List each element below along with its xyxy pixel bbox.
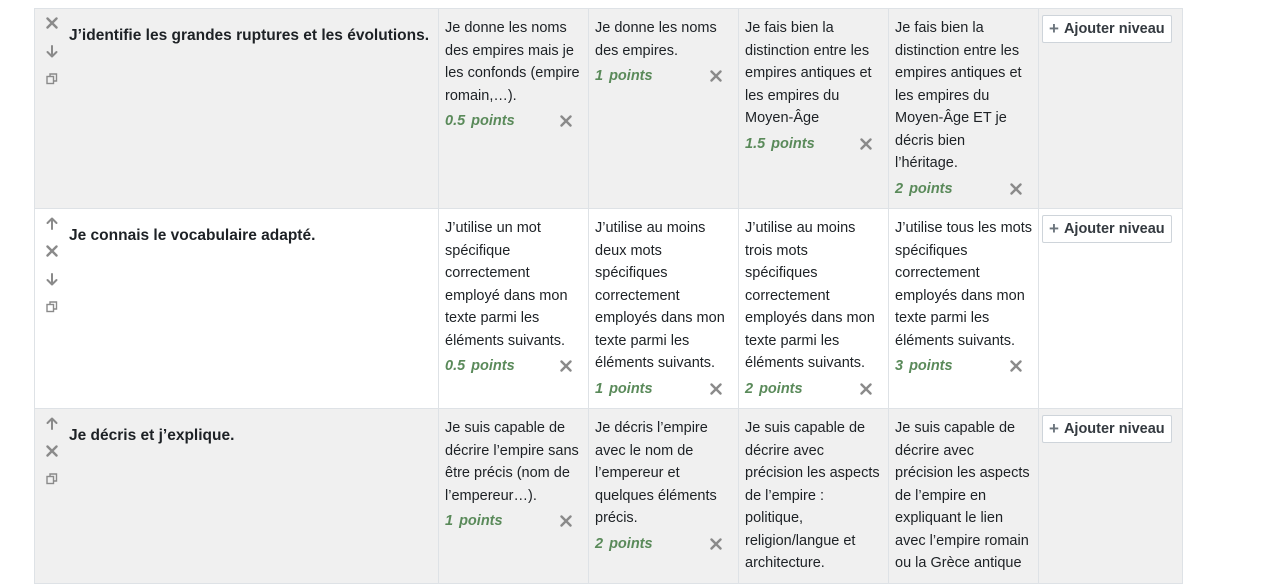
add-level-cell bbox=[1039, 209, 1183, 409]
level-definition[interactable]: Je décris l’empire avec le nom de l’empereur et quelques éléments précis. bbox=[595, 420, 717, 526]
level-score-row bbox=[445, 110, 582, 133]
level-score[interactable] bbox=[445, 510, 503, 533]
add-level-button[interactable] bbox=[1042, 15, 1172, 43]
delete-level-icon[interactable] bbox=[1010, 360, 1032, 372]
delete-level-icon[interactable] bbox=[560, 360, 582, 372]
delete-criterion-icon[interactable] bbox=[44, 17, 60, 45]
points-label: points bbox=[759, 380, 803, 397]
rubric-table bbox=[34, 8, 1183, 584]
points-label: points bbox=[771, 135, 815, 152]
add-level-label: Ajouter niveau bbox=[1063, 221, 1165, 237]
level-cell bbox=[889, 9, 1039, 209]
level-score[interactable] bbox=[445, 355, 515, 378]
add-level-button[interactable] bbox=[1042, 415, 1172, 443]
level-score-row bbox=[595, 378, 732, 401]
points-label: points bbox=[471, 113, 515, 129]
points-label: points bbox=[609, 535, 653, 552]
level-score[interactable] bbox=[895, 178, 953, 201]
delete-criterion-icon[interactable] bbox=[44, 445, 60, 473]
plus-icon: + bbox=[1049, 219, 1059, 238]
level-cell bbox=[889, 409, 1039, 584]
points-label: points bbox=[459, 513, 503, 529]
criterion-row bbox=[35, 409, 1183, 584]
level-cell bbox=[439, 209, 589, 409]
points-label: points bbox=[909, 180, 953, 197]
duplicate-icon[interactable] bbox=[44, 473, 60, 501]
level-cell bbox=[739, 9, 889, 209]
criterion-cell bbox=[35, 9, 439, 209]
level-score-row bbox=[595, 65, 732, 88]
plus-icon: + bbox=[1049, 419, 1059, 438]
add-level-cell bbox=[1039, 409, 1183, 584]
level-cell bbox=[589, 9, 739, 209]
level-score[interactable] bbox=[745, 133, 815, 156]
level-cell bbox=[739, 209, 889, 409]
level-score-row bbox=[445, 510, 582, 533]
points-label: points bbox=[471, 358, 515, 374]
add-level-button[interactable] bbox=[1042, 215, 1172, 243]
level-score[interactable] bbox=[595, 533, 653, 556]
delete-level-icon[interactable] bbox=[710, 70, 732, 82]
criterion-row bbox=[35, 9, 1183, 209]
level-cell bbox=[739, 409, 889, 584]
score-value[interactable]: 1.5 bbox=[745, 135, 766, 152]
score-value[interactable]: 1 bbox=[595, 68, 604, 84]
criterion-actions bbox=[41, 217, 63, 329]
criterion-cell bbox=[35, 409, 439, 584]
score-value[interactable]: 0.5 bbox=[445, 358, 466, 374]
level-score-row bbox=[445, 355, 582, 378]
add-level-label: Ajouter niveau bbox=[1063, 21, 1165, 37]
criterion-description[interactable]: Je connais le vocabulaire adapté. bbox=[69, 227, 316, 244]
duplicate-icon[interactable] bbox=[44, 301, 60, 329]
delete-level-icon[interactable] bbox=[860, 383, 882, 395]
level-definition[interactable]: Je suis capable de décrire avec précision les aspects de l’empire en expliquant le lien avec l’empire romain ou la Grèce antique bbox=[895, 420, 1030, 571]
criterion-row bbox=[35, 209, 1183, 409]
delete-criterion-icon[interactable] bbox=[44, 245, 60, 273]
delete-level-icon[interactable] bbox=[1010, 183, 1032, 195]
add-level-label: Ajouter niveau bbox=[1063, 421, 1165, 437]
points-label: points bbox=[609, 380, 653, 397]
delete-level-icon[interactable] bbox=[860, 138, 882, 150]
points-label: points bbox=[609, 68, 653, 84]
criterion-cell bbox=[35, 209, 439, 409]
criterion-actions bbox=[41, 17, 63, 101]
move-up-icon[interactable] bbox=[44, 217, 60, 245]
delete-level-icon[interactable] bbox=[560, 115, 582, 127]
level-score[interactable] bbox=[445, 110, 515, 133]
score-value[interactable]: 1 bbox=[445, 513, 454, 529]
add-level-cell bbox=[1039, 9, 1183, 209]
points-label: points bbox=[909, 358, 953, 374]
level-cell bbox=[439, 409, 589, 584]
score-value[interactable]: 0.5 bbox=[445, 113, 466, 129]
level-definition[interactable]: J’utilise au moins trois mots spécifiques correctement employés dans mon texte parmi les éléments suivants. bbox=[745, 220, 875, 371]
level-definition[interactable]: Je suis capable de décrire avec précision les aspects de l’empire : politique, religion/langue et architecture. bbox=[745, 420, 880, 571]
level-definition[interactable]: J’utilise un mot spécifique correctement employé dans mon texte parmi les éléments suivants. bbox=[445, 220, 568, 349]
level-score[interactable] bbox=[595, 65, 653, 88]
level-definition[interactable]: Je donne les noms des empires. bbox=[595, 20, 717, 59]
move-down-icon[interactable] bbox=[44, 273, 60, 301]
level-score-row bbox=[745, 133, 882, 156]
criterion-actions bbox=[41, 417, 63, 501]
criterion-description[interactable]: J’identifie les grandes ruptures et les évolutions. bbox=[69, 27, 430, 44]
level-definition[interactable]: Je suis capable de décrire l’empire sans être précis (nom de l’empereur…). bbox=[445, 420, 579, 504]
delete-level-icon[interactable] bbox=[710, 383, 732, 395]
level-cell bbox=[889, 209, 1039, 409]
plus-icon: + bbox=[1049, 19, 1059, 38]
delete-level-icon[interactable] bbox=[560, 515, 582, 527]
level-definition[interactable]: J’utilise tous les mots spécifiques correctement employés dans mon texte parmi les éléments suivants. bbox=[895, 220, 1032, 349]
level-score-row bbox=[595, 533, 732, 556]
level-definition[interactable]: J’utilise au moins deux mots spécifiques correctement employés dans mon texte parmi les éléments suivants. bbox=[595, 220, 725, 371]
score-value[interactable]: 1 bbox=[595, 380, 604, 397]
level-cell bbox=[589, 209, 739, 409]
level-score-row bbox=[745, 378, 882, 401]
level-definition[interactable]: Je fais bien la distinction entre les empires antiques et les empires du Moyen-Âge ET je décris bien l’héritage. bbox=[895, 20, 1022, 171]
level-score[interactable] bbox=[745, 378, 803, 401]
level-score[interactable] bbox=[595, 378, 653, 401]
score-value[interactable]: 2 bbox=[745, 380, 754, 397]
duplicate-icon[interactable] bbox=[44, 73, 60, 101]
level-definition[interactable]: Je fais bien la distinction entre les empires antiques et les empires du Moyen-Âge bbox=[745, 20, 872, 126]
criterion-description[interactable]: Je décris et j’explique. bbox=[69, 427, 235, 444]
level-score[interactable] bbox=[895, 355, 953, 378]
score-value[interactable]: 2 bbox=[595, 535, 604, 552]
delete-level-icon[interactable] bbox=[710, 538, 732, 550]
level-score-row bbox=[895, 355, 1032, 378]
move-down-icon[interactable] bbox=[44, 45, 60, 73]
score-value[interactable]: 2 bbox=[895, 180, 904, 197]
level-cell bbox=[589, 409, 739, 584]
score-value[interactable]: 3 bbox=[895, 358, 904, 374]
level-cell bbox=[439, 9, 589, 209]
level-score-row bbox=[895, 178, 1032, 201]
move-up-icon[interactable] bbox=[44, 417, 60, 445]
level-definition[interactable]: Je donne les noms des empires mais je les confonds (empire romain,…). bbox=[445, 20, 580, 104]
